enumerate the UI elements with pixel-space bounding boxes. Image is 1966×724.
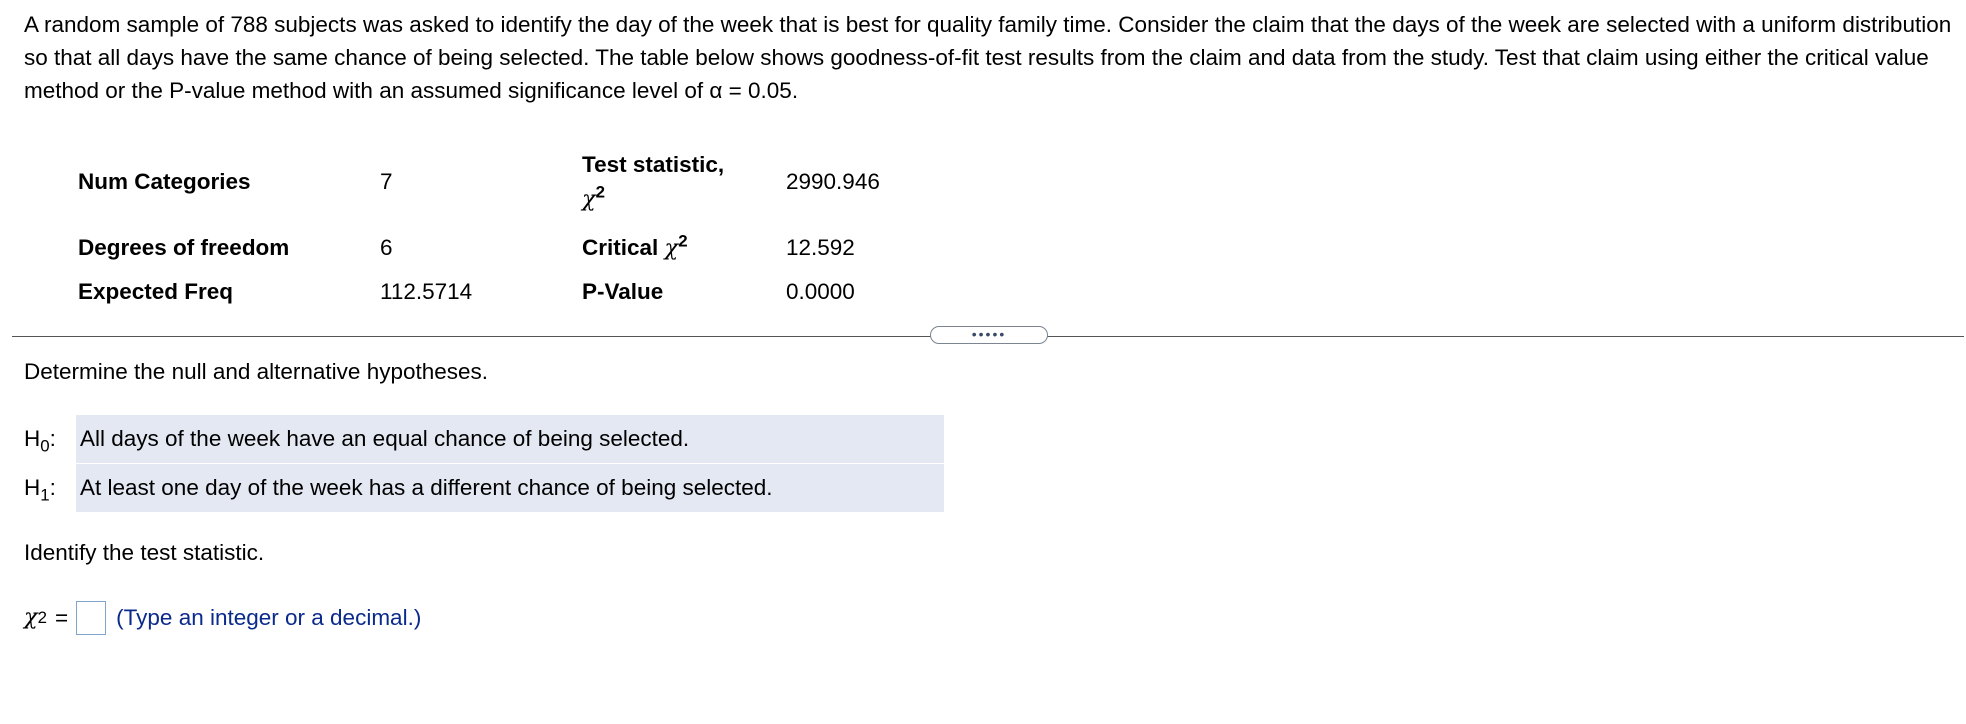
- null-hypothesis-row: [24, 415, 944, 463]
- null-hypothesis-answer[interactable]: All days of the week have an equal chance of being selected.: [76, 415, 944, 463]
- test-statistic-label-text: Test statistic,: [582, 151, 725, 177]
- test-statistic-value: 2990.946: [786, 169, 880, 195]
- table-row: [66, 225, 892, 271]
- chi-symbol: χ: [24, 604, 38, 631]
- expand-collapse-button[interactable]: •••••: [930, 326, 1048, 344]
- chi-symbol: χ: [582, 185, 596, 212]
- alternative-hypothesis-answer[interactable]: At least one day of the week has a different chance of being selected.: [76, 464, 944, 512]
- critical-chi-square-value: 12.592: [786, 235, 855, 261]
- goodness-of-fit-results-table: [66, 139, 892, 313]
- question-hypotheses: Determine the null and alternative hypotheses.: [24, 359, 489, 384]
- test-statistic-answer-row: χ 2 = (Type an integer or a decimal.): [24, 601, 421, 635]
- question-test-statistic: Identify the test statistic.: [24, 540, 265, 565]
- critical-chi-square-label: [570, 225, 774, 271]
- chi-symbol: χ: [664, 234, 679, 261]
- degrees-of-freedom-label: Degrees of freedom: [78, 235, 290, 261]
- test-statistic-label: [570, 139, 774, 225]
- problem-statement: A random sample of 788 subjects was asked to identify the day of the week that is best for quality family time. Consider the claim that the days of the week are selected with a uniform distribution so that all days have the same chance of being selected. The table below shows goodness-of-fit test results from the claim and data from the study. Test that claim using either the critical value method or the P-value method with an assumed significance level of α = 0.05.: [24, 12, 1952, 103]
- p-value-value: 0.0000: [786, 279, 855, 305]
- table-row: [66, 271, 892, 313]
- exponent: 2: [678, 231, 688, 251]
- exponent: 2: [595, 182, 606, 201]
- hypothesis-subscript: 1: [40, 485, 50, 505]
- num-categories-value: 7: [380, 169, 393, 195]
- hypothesis-letter: H: [24, 475, 41, 501]
- test-statistic-input[interactable]: [76, 601, 106, 635]
- critical-label-text: Critical: [582, 234, 659, 260]
- input-hint: (Type an integer or a decimal.): [116, 605, 422, 631]
- hypothesis-subscript: 0: [40, 436, 50, 456]
- expected-frequency-label: Expected Freq: [78, 279, 234, 305]
- expected-frequency-value: 112.5714: [380, 279, 473, 305]
- equals-sign: =: [55, 605, 69, 631]
- degrees-of-freedom-value: 6: [380, 235, 393, 261]
- p-value-label: P-Value: [582, 279, 664, 305]
- alternative-hypothesis-label: $H_1$:: [24, 475, 56, 505]
- num-categories-label: Num Categories: [78, 169, 251, 195]
- alternative-hypothesis-row: [24, 464, 944, 512]
- null-hypothesis-label: $H_0$:: [24, 426, 56, 456]
- table-row: [66, 139, 892, 225]
- hypothesis-letter: H: [24, 426, 41, 452]
